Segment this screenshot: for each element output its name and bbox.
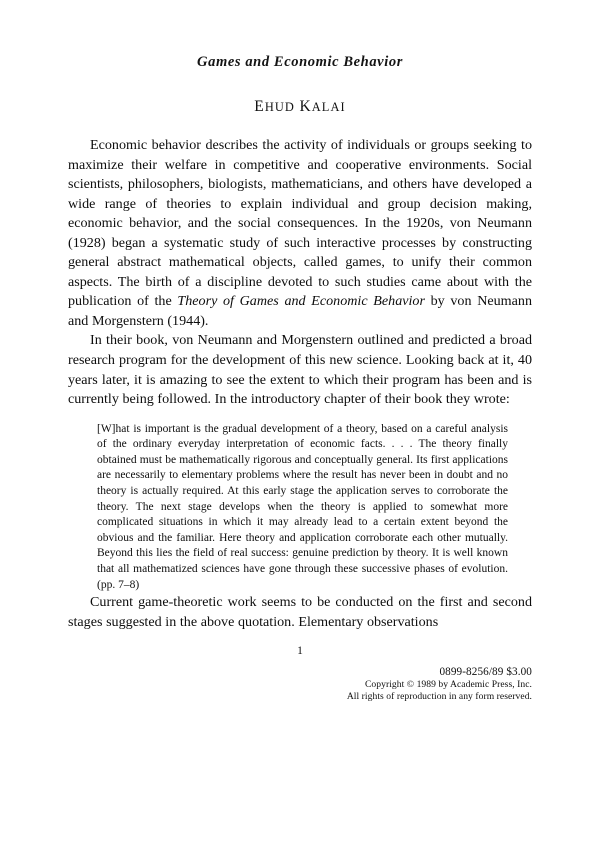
- copyright-footer: [347, 666, 532, 704]
- author-last-rest: ALAI: [311, 100, 346, 114]
- author-byline: [68, 98, 532, 116]
- page-number: 1: [297, 645, 303, 657]
- journal-title: Games and Economic Behavior: [197, 54, 403, 70]
- paragraph-their-book: In their book, von Neumann and Morgenstern outlined and predicted a broad research program for the development of this new science. Looking back at it, 40 years later, it is amazing to see the extent to which their program has been and is currently being followed. In the introductory chapter of their book they wrote:: [68, 332, 532, 408]
- paragraph-current-work: Current game-theoretic work seems to be conducted on the first and second stages suggested in the above quotation. Elementary observations: [68, 594, 532, 630]
- author-first-rest: HUD: [264, 100, 295, 114]
- rights-reserved-line: All rights of reproduction in any form reserved.: [346, 691, 532, 703]
- body-text-column: [68, 136, 532, 632]
- paragraph-opening: [68, 136, 532, 331]
- copyright-line: Copyright © 1989 by Academic Press, Inc.: [364, 678, 532, 690]
- book-title-reference: Theory of Games and Economic Behavior: [177, 293, 425, 310]
- author-last-initial: K: [299, 98, 312, 115]
- author-first-initial: E: [254, 98, 265, 115]
- issn-price-line: 0899-8256/89 $3.00: [439, 666, 532, 678]
- journal-title-clip: [68, 54, 532, 73]
- paragraph-opening-text-a: Economic behavior describes the activity of individuals or groups seeking to maximize their welfare in competitive and cooperative environments. Social scientists, philosophers, biologists, mathematicians, and others have developed a wide range of theories to explain individual and group decision making, economic behavior, and the social consequences. In the 1920s, von Neumann (1928) began a systematic study of such interactive processes by constructing general abstract mathematical objects, called games, to unify their common aspects. The birth of a discipline devoted to such studies came about with the publication of the: [68, 137, 532, 310]
- paragraph-opening-text-b: by von Neumann and Morgenstern (1944).: [68, 293, 532, 329]
- block-quotation-text: [W]hat is important is the gradual development of a theory, based on a careful analysis of the ordinary everyday interpretation of economic facts. . . . The theory finally obtained must be mathematically rigorous and conceptually general. Its first applications are necessarily to elementary problems where the result has never been in doubt and no theory is actually required. At this early stage the application serves to corroborate the theory. The next stage develops when the theory is applied to somewhat more complicated situations in which it may already lead to a certain extent beyond the obvious and the familiar. Here theory and application corroborate each other mutually. Beyond this lies the field of real success: genuine prediction by theory. It is well known that all mathematized sciences have gone through these successive phases of evolution. (pp. 7–8): [97, 422, 508, 591]
- block-quotation: [97, 422, 508, 594]
